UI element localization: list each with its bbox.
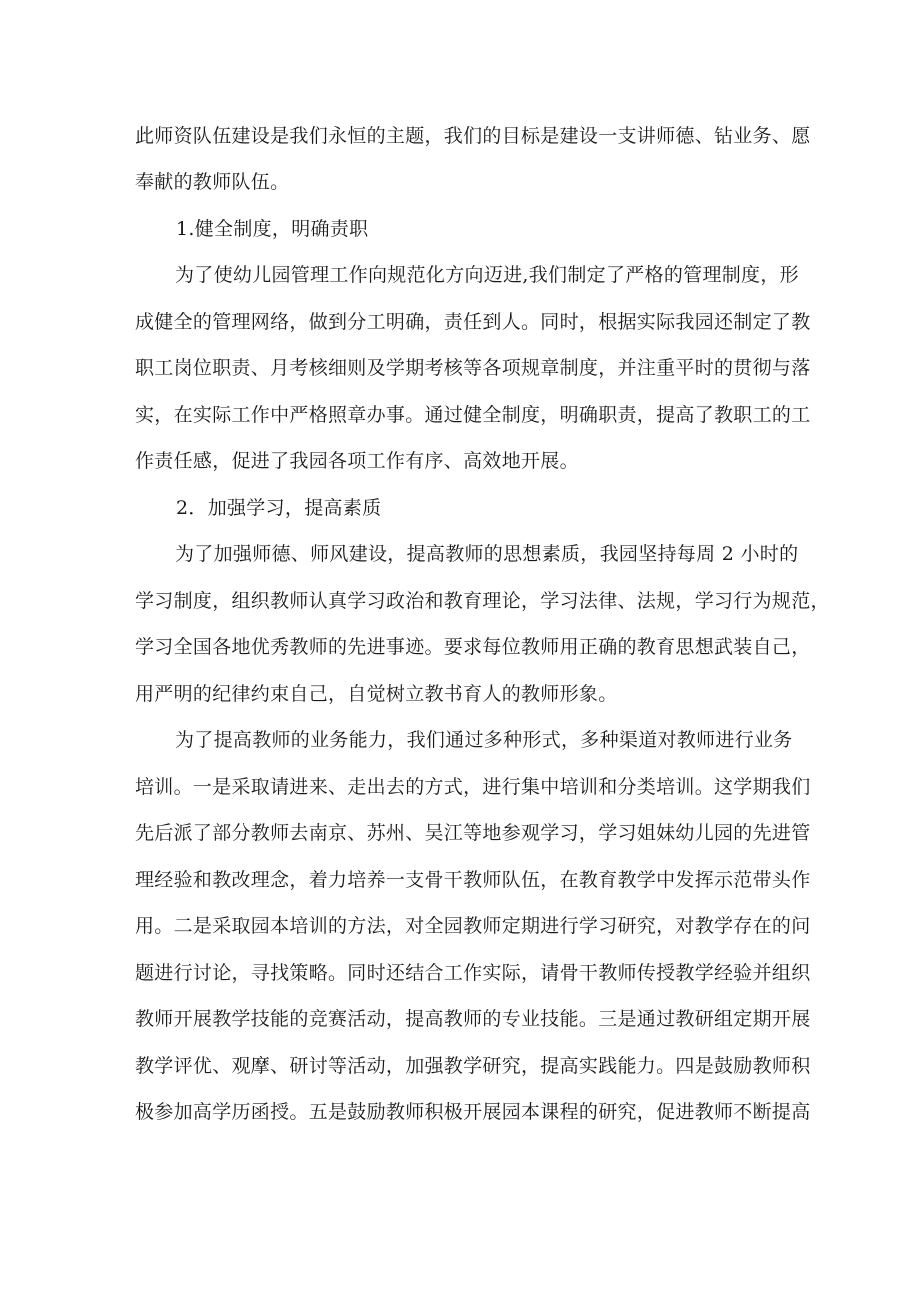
text-line: 为了提高教师的业务能力，我们通过多种形式，多种渠道对教师进行业务 xyxy=(175,729,793,751)
text-line: 题进行讨论，寻找策略。同时还结合工作实际，请骨干教师传授教学经验并组织 xyxy=(135,962,811,984)
section-heading: 2．加强学习，提高素质 xyxy=(176,497,382,519)
text-line: 奉献的教师队伍。 xyxy=(135,171,290,193)
text-line: 用严明的纪律约束自己，自觉树立教书育人的教师形象。 xyxy=(135,683,618,705)
text-line: 极参加高学历函授。五是鼓励教师积极开展园本课程的研究，促进教师不断提高 xyxy=(135,1101,811,1123)
text-line: 为了加强师德、师风建设，提高教师的思想素质，我园坚持每周 2 小时的 xyxy=(175,543,799,565)
text-line: 为了使幼儿园管理工作向规范化方向迈进,我们制定了严格的管理制度，形 xyxy=(175,264,799,286)
text-line: 作责任感，促进了我园各项工作有序、高效地开展。 xyxy=(135,450,579,472)
text-line: 先后派了部分教师去南京、苏州、吴江等地参观学习，学习姐妹幼儿园的先进管 xyxy=(135,822,811,844)
text-line: 学习全国各地优秀教师的先进事迹。要求每位教师用正确的教育思想武装自己， xyxy=(135,636,811,658)
text-line: 职工岗位职责、月考核细则及学期考核等各项规章制度，并注重平时的贯彻与落 xyxy=(135,357,811,379)
text-line: 成健全的管理网络，做到分工明确，责任到人。同时，根据实际我园还制定了教 xyxy=(135,311,811,333)
text-line: 学习制度，组织教师认真学习政治和教育理论，学习法律、法规，学习行为规范， xyxy=(135,590,830,612)
text-line: 用。二是采取园本培训的方法，对全园教师定期进行学习研究，对教学存在的问 xyxy=(135,915,811,937)
text-line: 此师资队伍建设是我们永恒的主题，我们的目标是建设一支讲师德、钻业务、愿 xyxy=(135,125,811,147)
text-line: 实，在实际工作中严格照章办事。通过健全制度，明确职责，提高了教职工的工 xyxy=(135,404,811,426)
text-line: 理经验和教改理念，着力培养一支骨干教师队伍，在教育教学中发挥示范带头作 xyxy=(135,869,811,891)
text-line: 培训。一是采取请进来、走出去的方式，进行集中培训和分类培训。这学期我们 xyxy=(135,776,811,798)
text-line: 教师开展教学技能的竞赛活动，提高教师的专业技能。三是通过教研组定期开展 xyxy=(135,1008,811,1030)
text-line: 教学评优、观摩、研讨等活动，加强教学研究，提高实践能力。四是鼓励教师积 xyxy=(135,1055,811,1077)
section-heading: 1.健全制度，明确责职 xyxy=(176,218,369,240)
